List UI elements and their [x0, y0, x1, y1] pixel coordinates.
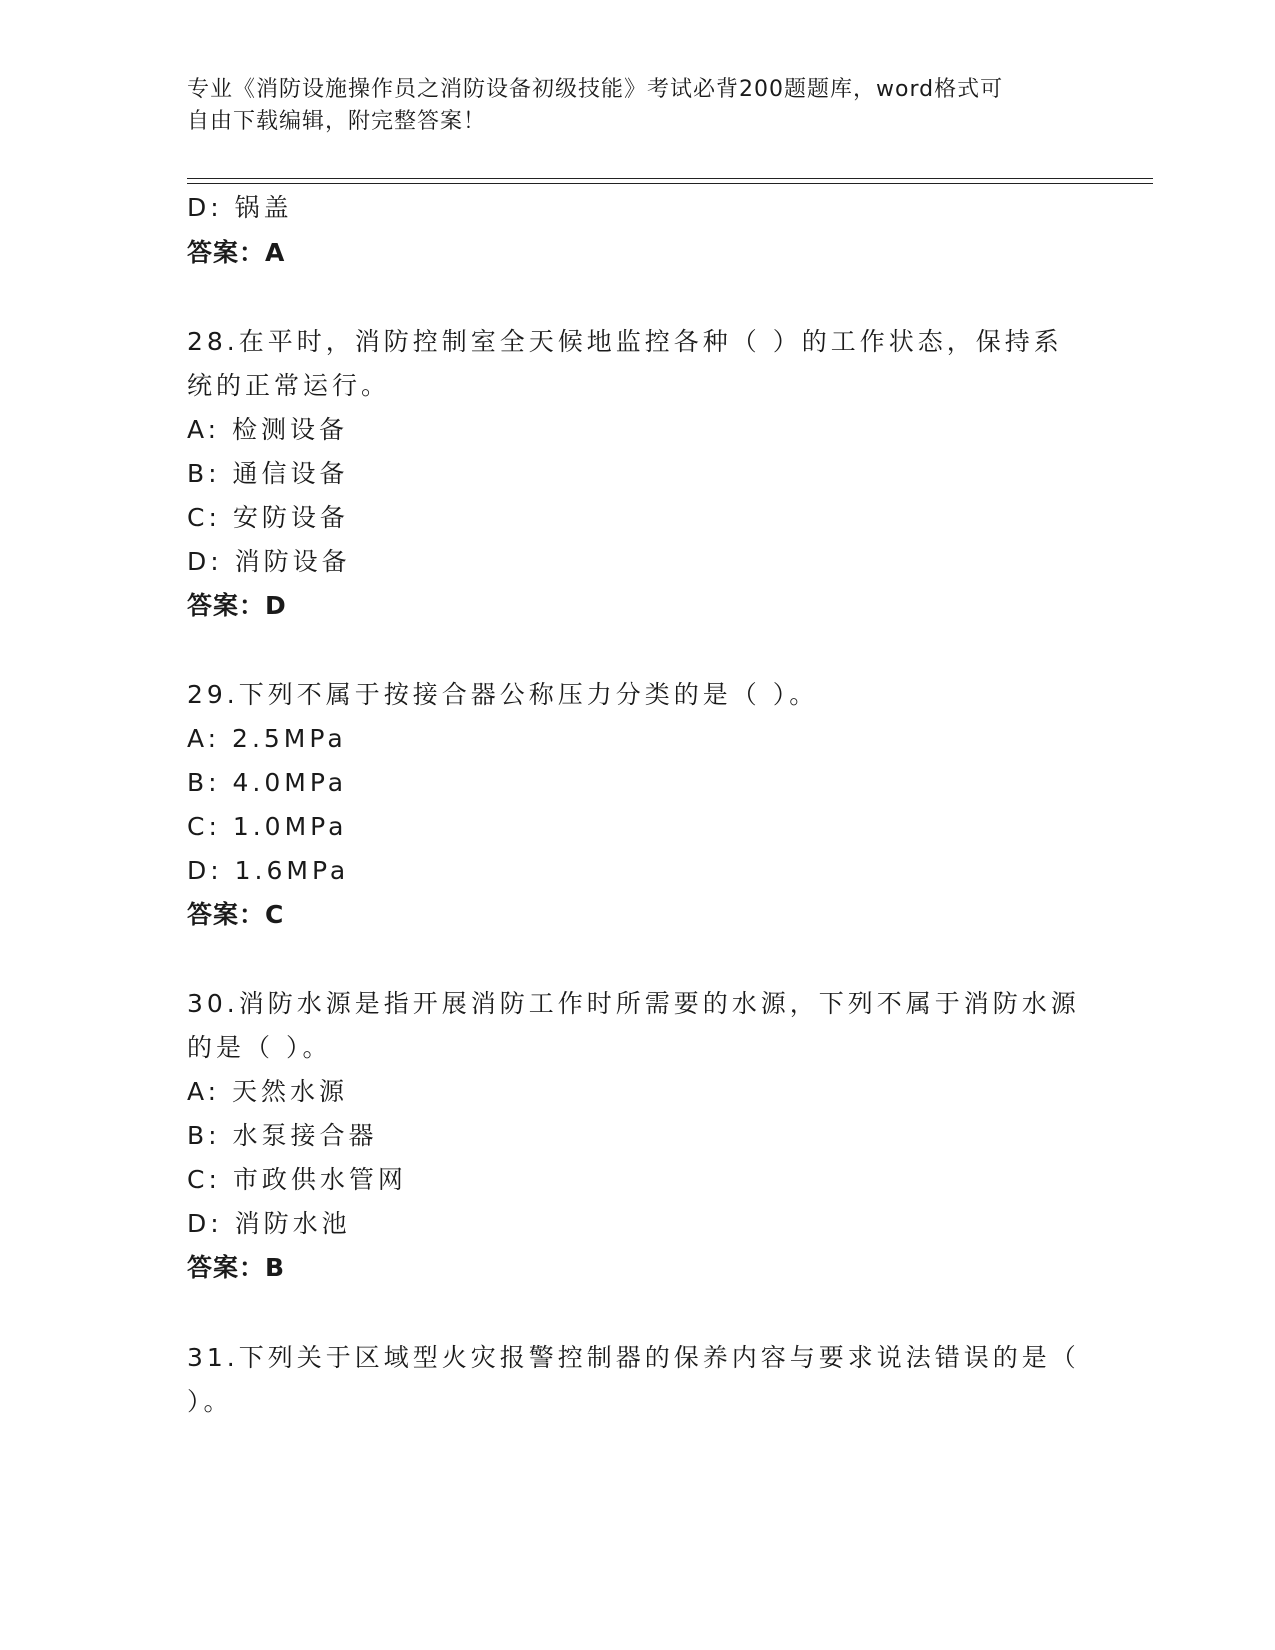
q30-stem-line-2: 的是（ ）。: [187, 1033, 332, 1062]
q28-stem-line-2: 统的正常运行。: [187, 371, 391, 400]
header-line-2: 自由下载编辑，附完整答案！: [187, 109, 487, 134]
q30-option-c: C: 市政供水管网: [187, 1165, 407, 1194]
q29-option-c: C: 1.0MPa: [187, 812, 348, 841]
header-divider-bottom: [187, 183, 1153, 184]
q29-stem-line-1: 29.下列不属于按接合器公称压力分类的是（ ）。: [187, 680, 819, 709]
header-line-1: 专业《消防设施操作员之消防设备初级技能》考试必背200题题库，word格式可: [187, 77, 1004, 102]
document-header: [187, 74, 1087, 138]
q29-option-a: A: 2.5MPa: [187, 724, 347, 753]
q30-option-a: A: 天然水源: [187, 1077, 349, 1106]
q28-option-c: C: 安防设备: [187, 503, 349, 532]
header-divider-top: [187, 178, 1153, 179]
q27-answer: 答案：A: [187, 238, 286, 267]
q28-option-b: B: 通信设备: [187, 459, 349, 488]
q29-option-d: D: 1.6MPa: [187, 856, 350, 885]
q28-stem-line-1: 28.在平时，消防控制室全天候地监控各种（ ）的工作状态，保持系: [187, 327, 1063, 356]
q27-option-d: D: 锅盖: [187, 193, 293, 222]
q30-stem-line-1: 30.消防水源是指开展消防工作时所需要的水源，下列不属于消防水源: [187, 989, 1080, 1018]
q31-stem-line-2: ）。: [187, 1387, 233, 1416]
q28-option-d: D: 消防设备: [187, 547, 351, 576]
q30-option-d: D: 消防水池: [187, 1209, 351, 1238]
q31-stem-line-1: 31.下列关于区域型火灾报警控制器的保养内容与要求说法错误的是（: [187, 1343, 1080, 1372]
q28-option-a: A: 检测设备: [187, 415, 349, 444]
q28-answer: 答案：D: [187, 591, 287, 620]
q29-answer: 答案：C: [187, 900, 285, 929]
q29-option-b: B: 4.0MPa: [187, 768, 348, 797]
q30-option-b: B: 水泵接合器: [187, 1121, 378, 1150]
q30-answer: 答案：B: [187, 1253, 286, 1282]
